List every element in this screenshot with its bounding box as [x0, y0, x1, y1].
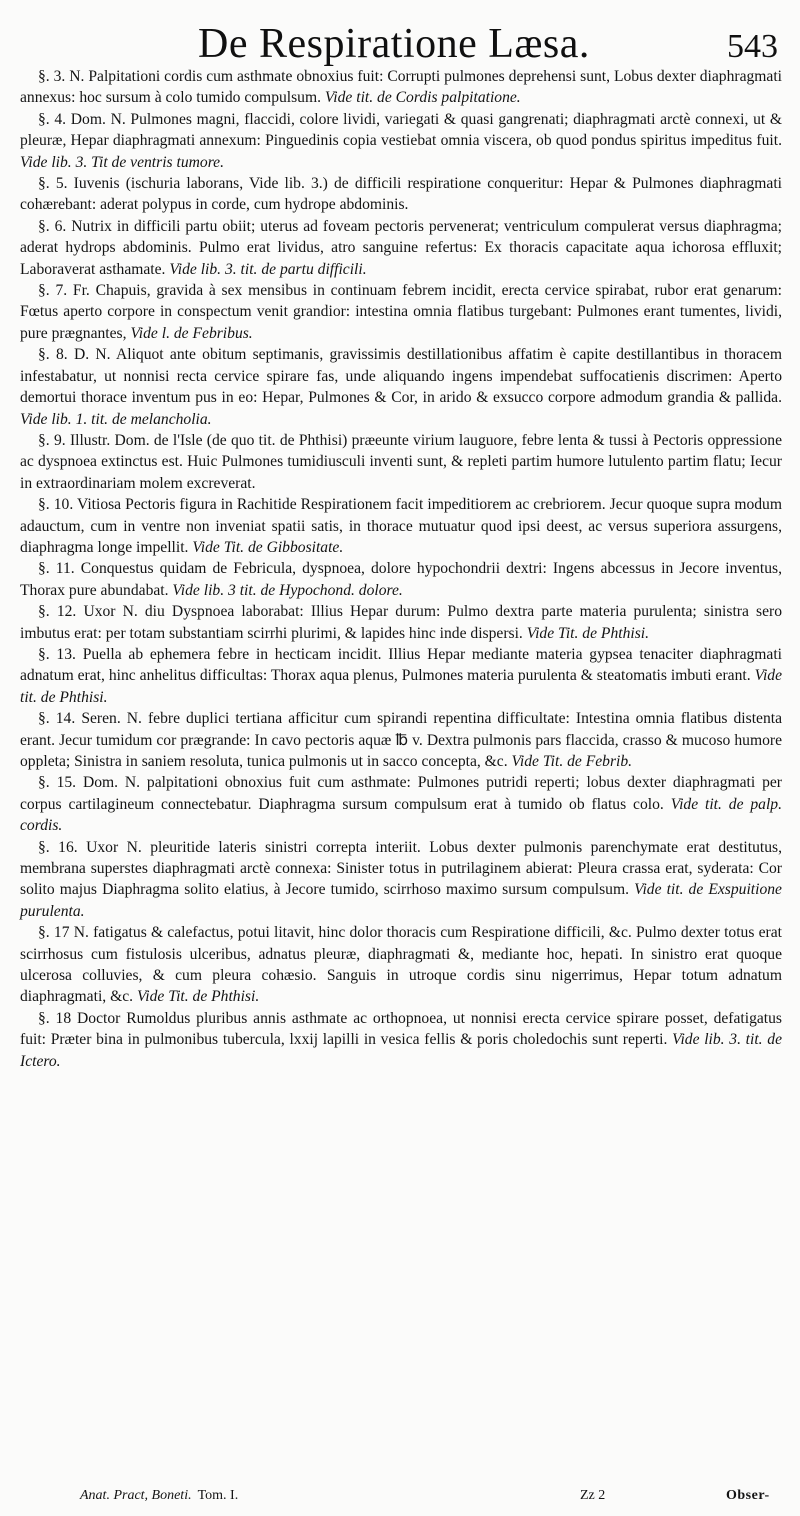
paragraph-text: N. fatigatus & calefactus, potui litavit, hinc dolor thoracis cum Respiratione difficili, &c. Pulmo dexter totus erat scirrhosus cum fistulosis ulceribus, adnatus pleuræ, diaphragmati &, mediante hoc, hepati. In sinistro erat quoque ulcerosa colluvies, & cum pleura cohæsio. Sanguis in utroque cordis sinu nigerrimus, Hepar totum adnatum diaphragmati, &c. — [20, 924, 782, 1006]
paragraph-text: Uxor N. diu Dyspnoea laborabat: Illius Hepar durum: Pulmo dextra parte materia purulenta; sinistra sero imbutus erat: per totam substantiam scirrhi plurimi, & lapides hinc inde dispersi. — [20, 603, 782, 642]
paragraph-number: §. 4. — [38, 110, 67, 128]
paragraph-number: §. 13. — [38, 645, 76, 663]
paragraph-number: §. 18 — [38, 1009, 72, 1027]
paragraph-text: Conquestus quidam de Febricula, dyspnoea, dolore hypochondrii dextri: Ingens abcessus in Jecore inventus, Thorax pure abundabat. — [20, 560, 782, 599]
cross-reference: Vide Tit. de Phthisi. — [526, 624, 650, 642]
paragraph-text: Illustr. Dom. de l'Isle (de quo tit. de Phthisi) præeunte virium lauguore, febre lenta & tussi à Pectoris oppressione ac dyspnoea extinctus est. Huic Pulmones tumidiusculi inventi sunt, & repleti partim humore lutulento partim flatu; Iecur in extraordinariam molem excreverat. — [20, 431, 782, 492]
paragraph-number: §. 17 — [38, 924, 70, 942]
cross-reference: Vide tit. de palp. cordis. — [20, 795, 782, 835]
footer-source — [80, 1488, 238, 1504]
page-header — [0, 14, 800, 74]
page-body — [20, 66, 782, 1072]
paragraph-number: §. 3. — [38, 68, 66, 85]
observation-paragraph — [20, 558, 782, 601]
paragraph-number: §. 15. — [38, 774, 77, 792]
paragraph-text: Iuvenis (ischuria laborans, Vide lib. 3.) de difficili respiratione conqueritur: Hepar & Pulmones diaphragmati cohærebant: aderat polypus in corde, cum hydrope abdominis. — [20, 175, 782, 214]
cross-reference: Vide Tit. de Febrib. — [511, 753, 633, 770]
paragraph-number: §. 7. — [38, 282, 68, 300]
paragraph-text: Vitiosa Pectoris figura in Rachitide Respirationem facit impeditiorem ac crebriorem. Jecur quoque supra modum adauctum, cum in ventre non inveniat spatii satis, in thorace mutuatur quod ipsi deest, ac versus superiora assurgens, diaphragma longe impellit. — [20, 496, 782, 556]
paragraph-number: §. 16. — [38, 838, 78, 856]
cross-reference: Vide lib. 3. Tit de ventris tumore. — [20, 153, 224, 171]
paragraph-text: Nutrix in difficili partu obiit; uterus ad foveam pectoris pervenerat; ventriculum compulerat versus diaphragma; aderat hydrops abdominis. Pulmo erat lividus, atro sanguine refertus: Ex thoracis capacitate aqua ichorosa effluxit; Laboraverat asthamate. — [20, 217, 782, 278]
cross-reference: Vide lib. 1. tit. de melancholia. — [20, 410, 212, 428]
page-title: De Respiratione Læsa. — [198, 21, 590, 67]
paragraph-number: §. 12. — [38, 603, 77, 621]
paragraph-text: D. N. Aliquot ante obitum septimanis, gravissimis destillationibus affatim è capite destillantibus in thoracem infestabatur, ut nonnisi recta cervice spirare fas, unde aliquando ingens impendebat suffocatienis discrimen: Aperto demortui thorace inventum pus in eo: Hepar, Pulmones & Cor, in arido & exsucco corpore admodum grandia & pallida. — [20, 346, 782, 407]
paragraph-text: N. Palpitationi cordis cum asthmate obnoxius fuit: Corrupti pulmones deprehensi sunt, Lobus dexter diaphragmati annexus: hoc sursum à colo tumido compulsum. — [20, 68, 783, 107]
observation-paragraph — [20, 66, 782, 109]
observation-paragraph — [20, 109, 782, 173]
cross-reference: Vide tit. de Phthisi. — [20, 667, 782, 706]
paragraph-number: §. 9. — [38, 431, 66, 449]
cross-reference: Vide tit. de Cordis palpitatione. — [324, 89, 521, 107]
paragraph-text: Dom. N. palpitationi obnoxius fuit cum asthmate: Pulmones putridi reperti; lobus dexter diaphragmati per corpus cartilagineum connectebatur. Diaphragma sursum compulsum erat à tumido ob flatus colo. — [20, 774, 782, 813]
paragraph-text: Seren. N. febre duplici tertiana afficitur cum spirandi repentina difficultate: Intestina omnia flatibus distenta erant. Jecur tumidum cor prægrande: In cavo pectoris aquæ ℔ v. Dextra pulmonis pars flaccida, crasso & mucoso humore oppleta; Sinistra in saniem resoluta, tunica pulmonis ut in sacco concepta, &c. — [20, 710, 783, 770]
paragraph-text: Puella ab ephemera febre in hecticam incidit. Illius Hepar mediante materia gypsea tenaciter diaphragmati adnatum erat, hinc anhelitus difficultas: Thorax aqua plenus, Pulmones materia purulenta & steatomatis imbuti erant. — [20, 645, 783, 685]
paragraph-number: §. 8. — [38, 346, 68, 364]
cross-reference: Vide l. de Febribus. — [130, 324, 253, 342]
observation-paragraph — [20, 922, 782, 1008]
observation-paragraph — [20, 494, 782, 558]
paragraph-number: §. 6. — [38, 217, 67, 235]
paragraph-number: §. 10. — [38, 496, 74, 514]
observation-paragraph — [20, 344, 782, 430]
observation-paragraph — [20, 173, 782, 216]
observation-paragraph — [20, 708, 782, 772]
paragraph-text: Dom. N. Pulmones magni, flaccidi, colore lividi, variegati & quasi gangrenati; diaphragmati arctè connexi, ut & pleuræ, Hepar diaphragmati annexum: Pinguedinis copia vestiebat omnia viscera, ob quod pondus spiritus impeditus fuit. — [20, 110, 783, 150]
paragraph-text: Fr. Chapuis, gravida à sex mensibus in continuam febrem incidit, erecta cervice spirabat, rubor erat genarum: Fœtus aperto corpore in conspectum venit grandior: intestina omnia flatibus turgebant: Pulmones erant tumentes, lividi, pure prægnantes, — [20, 282, 782, 342]
observation-paragraph — [20, 216, 782, 280]
paragraph-text: Doctor Rumoldus pluribus annis asthmate ac orthopnoea, ut nonnisi erecta cervice spirare posset, defatigatus fuit: Præter bina in pulmonibus tubercula, lxxij lapilli in vesica fellis & poris choledochis sunt reperti. — [20, 1009, 783, 1049]
cross-reference: Vide lib. 3. tit. de partu difficili. — [169, 260, 367, 278]
signature-mark: Zz 2 — [580, 1488, 606, 1503]
paragraph-number: §. 5. — [38, 175, 68, 193]
observation-paragraph — [20, 601, 782, 644]
observation-paragraph — [20, 644, 782, 708]
paragraph-number: §. 11. — [38, 560, 75, 578]
observation-paragraph — [20, 837, 782, 923]
page-footer — [0, 1470, 800, 1510]
page-number: 543 — [727, 28, 778, 65]
observation-paragraph — [20, 280, 782, 344]
paragraph-text: Uxor N. pleuritide lateris sinistri correpta interiit. Lobus dexter pulmonis parenchymate erat destitutus, membrana superstes diaphragmati arctè connexa: Sinister totus in putrilaginem abierat: Pleura crassa erat, syderata: Cor solito majus Diaphragma solito elatius, à Jecore tumido, scirrhoso maximo sursum compulsum. — [20, 838, 782, 899]
footer-tome: Tom. I. — [197, 1488, 239, 1503]
catchword: Obser- — [726, 1488, 770, 1503]
footer-source-title: Anat. Pract, Boneti. — [80, 1488, 192, 1503]
cross-reference: Vide lib. 3. tit. de Ictero. — [20, 1031, 782, 1070]
observation-paragraph — [20, 430, 782, 494]
observation-paragraph — [20, 1008, 782, 1072]
observation-paragraph — [20, 772, 782, 836]
cross-reference: Vide Tit. de Phthisi. — [136, 988, 260, 1006]
paragraph-number: §. 14. — [38, 710, 76, 728]
cross-reference: Vide lib. 3 tit. de Hypochond. dolore. — [172, 581, 403, 599]
cross-reference: Vide tit. de Exspuitione purulenta. — [20, 881, 782, 920]
cross-reference: Vide Tit. de Gibbositate. — [192, 538, 344, 556]
